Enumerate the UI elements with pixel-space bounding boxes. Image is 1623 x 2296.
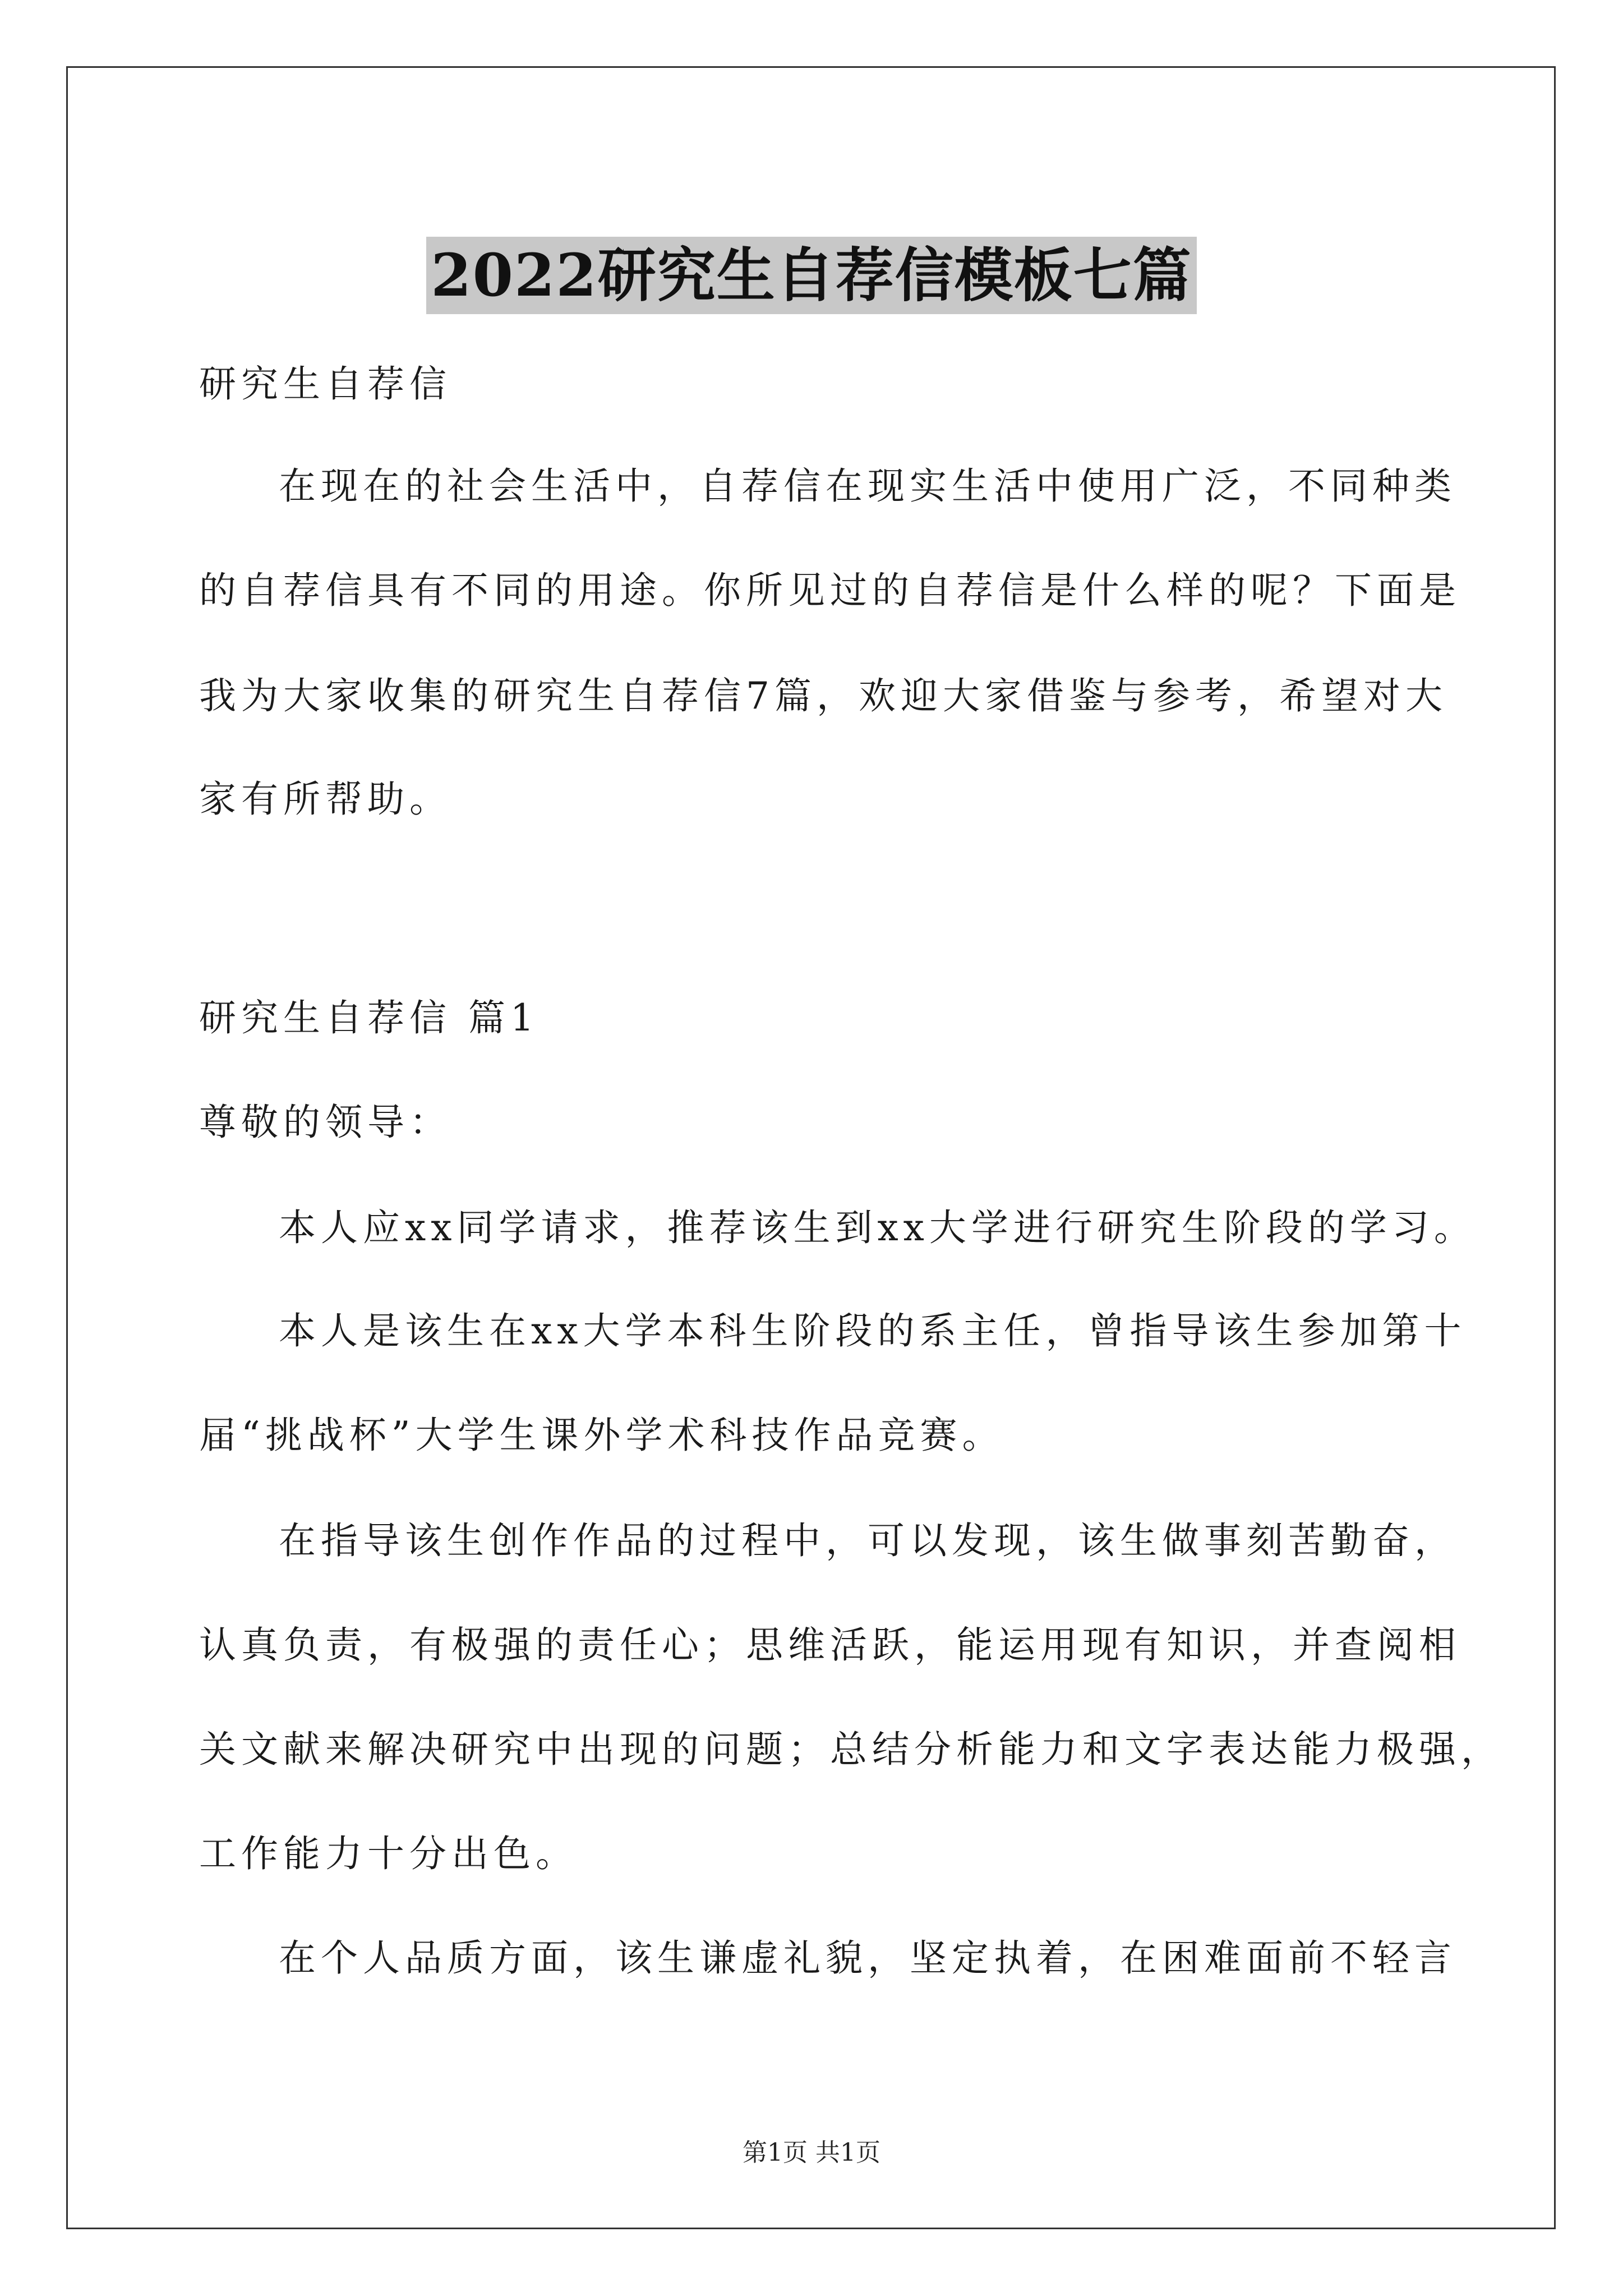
title-container	[0, 197, 1623, 353]
salutation: 尊敬的领导：	[199, 1101, 451, 1144]
section-heading: 研究生自荐信 篇1	[199, 996, 539, 1039]
paragraph-line: 认真负责，有极强的责任心；思维活跃，能运用现有知识，并查阅相	[199, 1623, 1461, 1667]
paragraph-line: 在指导该生创作作品的过程中，可以发现，该生做事刻苦勤奋，	[279, 1519, 1456, 1562]
paragraph-line: 本人是该生在xx大学本科生阶段的系主任，曾指导该生参加第十	[279, 1309, 1467, 1352]
paragraph-line: 在个人品质方面，该生谦虚礼貌，坚定执着，在困难面前不轻言	[279, 1936, 1456, 1980]
paragraph-line: 届“挑战杯”大学生课外学术科技作品竞赛。	[199, 1414, 1004, 1457]
paragraph-line: 工作能力十分出色。	[199, 1832, 578, 1875]
paragraph-line: 的自荐信具有不同的用途。你所见过的自荐信是什么样的呢？下面是	[199, 569, 1461, 612]
page-footer: 第1页 共1页	[743, 2138, 880, 2167]
paragraph-line: 家有所帮助。	[199, 777, 451, 821]
paragraph-line: 我为大家收集的研究生自荐信7篇，欢迎大家借鉴与参考，希望对大	[199, 674, 1447, 717]
paragraph-line: 关文献来解决研究中出现的问题；总结分析能力和文字表达能力极强，	[199, 1728, 1503, 1771]
paragraph-line: 本人应xx同学请求，推荐该生到xx大学进行研究生阶段的学习。	[279, 1206, 1476, 1249]
paragraph-line: 在现在的社会生活中，自荐信在现实生活中使用广泛，不同种类	[279, 464, 1456, 508]
section-heading: 研究生自荐信	[199, 362, 451, 406]
document-title: 2022研究生自荐信模板七篇	[426, 237, 1196, 314]
